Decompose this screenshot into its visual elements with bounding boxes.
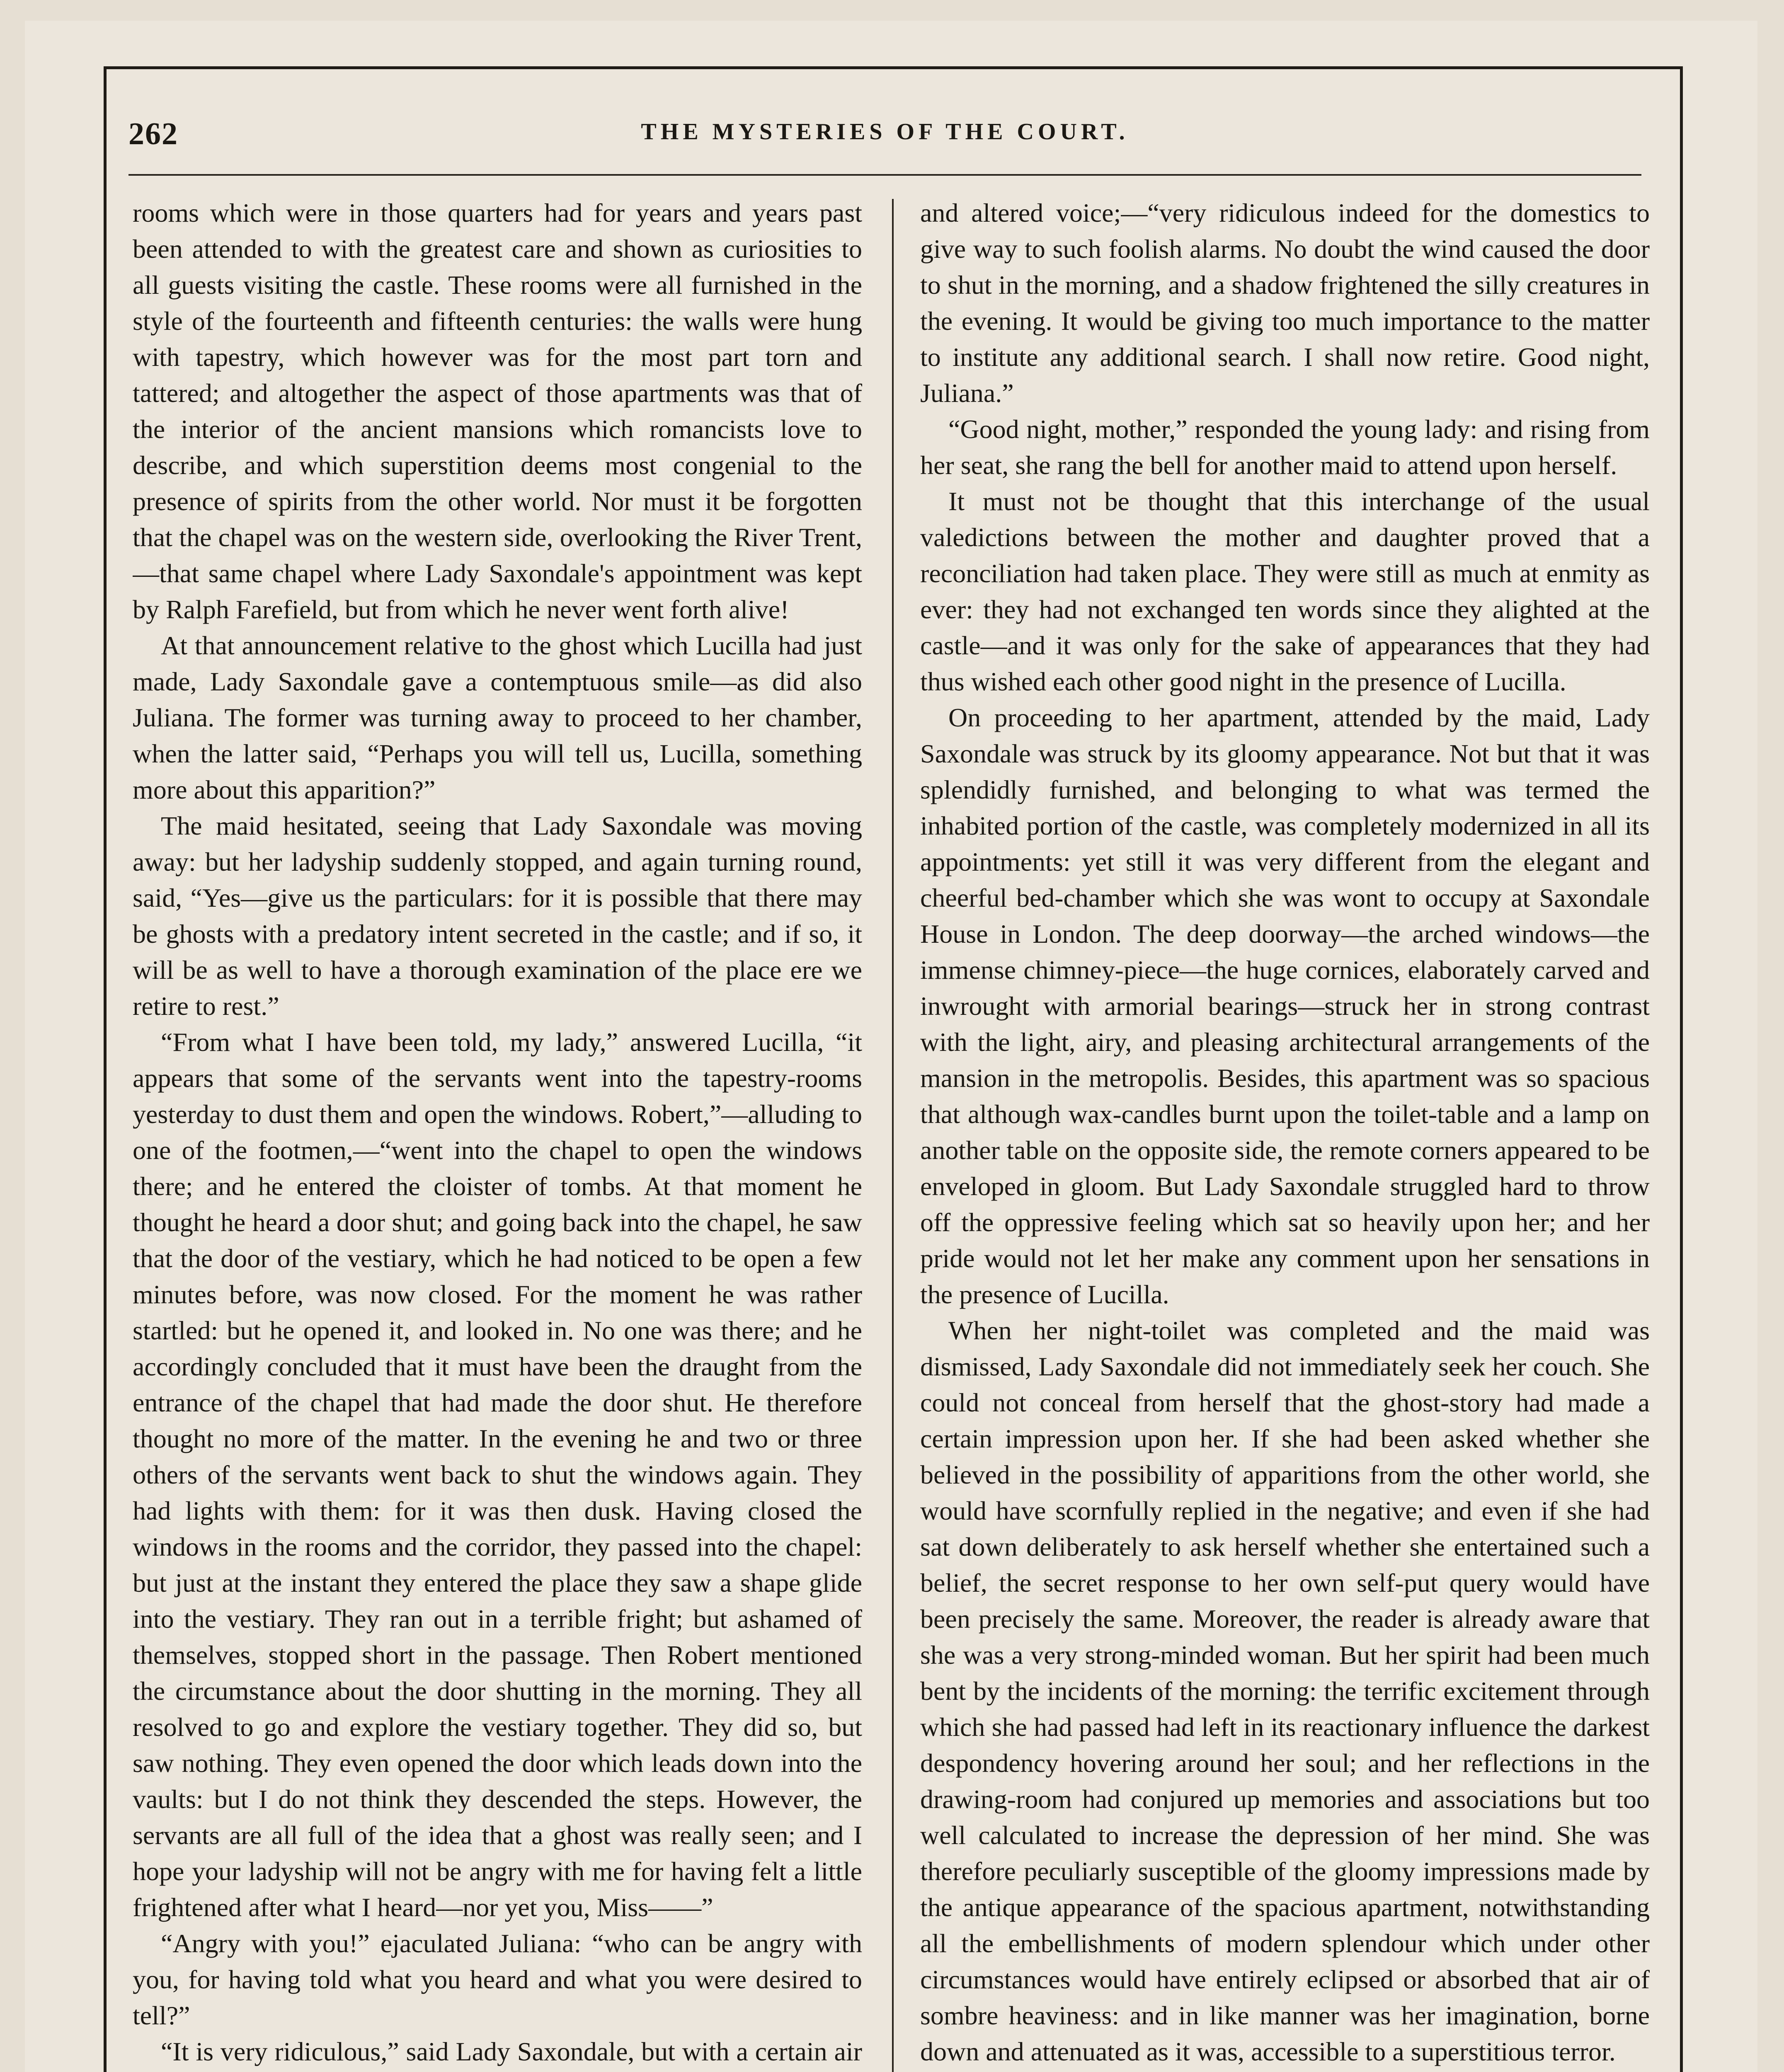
page-number: 262 [128,116,178,151]
paragraph: and altered voice;—“very ridiculous indeed for the domestics to give way to such foolish alarms. No doubt the wind caused the door to shut in the morning, and a shadow frightened the silly creatures in the evening. It would be giving too much importance to the matter to institute any additional search. I shall now retire. Good night, Juliana.” [920,198,1650,408]
left-column [133,195,862,2072]
paragraph: At that announcement relative to the ghost which Lucilla had just made, Lady Saxondale gave a contemptuous smile—as did also Juliana. The former was turning away to proceed to her chamber, when the latter said, “Perhaps you will tell us, Lucilla, something more about this apparition?” [133,631,862,804]
column-divider [892,199,894,2072]
header-rule [128,174,1641,176]
paragraph: rooms which were in those quarters had for years and years past been attended to with the greatest care and shown as curiosities to all guests visiting the castle. These rooms were all furnished in the style of the fourteenth and fifteenth centuries: the walls were hung with tapestry, which however was for the most part torn and tattered; and altogether the aspect of those apartments was that of the interior of the ancient mansions which romancists love to describe, and which superstition deems most congenial to the presence of spirits from the other world. Nor must it be forgotten that the chapel was on the western side, overlooking the River Trent,—that same chapel where Lady Saxondale's appointment was kept by Ralph Farefield, but from which he never went forth alive! [133,198,862,624]
paragraph: The maid hesitated, seeing that Lady Saxondale was moving away: but her ladyship suddenly stopped, and again turning round, said, “Yes—give us the particulars: for it is possible that there may be ghosts with a predatory intent secreted in the castle; and if so, it will be as well to have a thorough examination of the place ere we retire to rest.” [133,811,862,1021]
paragraph: On proceeding to her apartment, attended by the maid, Lady Saxondale was struck by its gloomy appearance. Not but that it was splendidly furnished, and belonging to what was termed the inhabited portion of the castle, was completely modernized in all its appointments: yet still it was very different from the elegant and cheerful bed-chamber which she was wont to occupy at Saxondale House in London. The deep doorway—the arched windows—the immense chimney-piece—the huge cornices, elaborately carved and inwrought with armorial bearings—struck her in strong contrast with the light, airy, and pleasing architectural arrangements of the mansion in the metropolis. Besides, this apartment was so spacious that although wax-candles burnt upon the toilet-table and a lamp on another table on the opposite side, the remote corners appeared to be enveloped in gloom. But Lady Saxondale struggled hard to throw off the oppressive feeling which sat so heavily upon her; and her pride would not let her make any comment upon her sensations in the presence of Lucilla. [920,703,1650,1309]
paragraph: When her night-toilet was completed and the maid was dismissed, Lady Saxondale did not immediately seek her couch. She could not conceal from herself that the ghost-story had made a certain impression upon her. If she had been asked whether she believed in the possibility of apparitions from the other world, she would have scornfully replied in the negative; and even if she had sat down deliberately to ask herself whether she entertained such a belief, the secret response to her own self-put query would have been precisely the same. Moreover, the reader is already aware that she was a very strong-minded woman. But her spirit had been much bent by the incidents of the morning: the terrific excitement through which she had passed had left in its reactionary influence the darkest despondency hovering around her soul; and her reflections in the drawing-room had conjured up memories and associations but too well calculated to increase the depression of her mind. She was therefore peculiarly susceptible of the gloomy impressions made by the antique appearance of the spacious apartment, notwithstanding all the embellishments of modern splendour which under other circumstances would have entirely eclipsed or absorbed that air of sombre heaviness: and in like manner was her imagination, borne down and attenuated as it was, accessible to a superstitious terror. [920,1316,1650,2066]
paragraph: “Good night, mother,” responded the young lady: and rising from her seat, she rang the bell for another maid to attend upon herself. [920,414,1650,480]
paragraph: “It is very ridiculous,” said Lady Saxondale, but with a certain air [161,2037,862,2066]
page-header [128,116,1641,166]
paragraph: It must not be thought that this interchange of the usual valedictions between the mother and daughter proved that a reconciliation had taken place. They were still as much at enmity as ever: they had not exchanged ten words since they alighted at the castle—and it was only for the sake of appearances that they had thus wished each other good night in the presence of Lucilla. [920,487,1650,696]
right-column [920,195,1650,2072]
paragraph: “Angry with you!” ejaculated Juliana: “who can be angry with you, for having told what you heard and what you were desired to tell?” [133,1929,862,2030]
running-title: THE MYSTERIES OF THE COURT. [641,119,1129,145]
paragraph: “From what I have been told, my lady,” answered Lucilla, “it appears that some of the servants went into the tapestry-rooms yesterday to dust them and open the windows. Robert,”—alluding to one of the footmen,—“went into the chapel to open the windows there; and he entered the cloister of tombs. At that moment he thought he heard a door shut; and going back into the chapel, he saw that the door of the vestiary, which he had noticed to be open a few minutes before, was now closed. For the moment he was rather startled: but he opened it, and looked in. No one was there; and he accordingly concluded that it must have been the draught from the entrance of the chapel that had made the door shut. He therefore thought no more of the matter. In the evening he and two or three others of the servants went back to shut the windows again. They had lights with them: for it was then dusk. Having closed the windows in the rooms and the corridor, they passed into the chapel: but just at the instant they entered the place they saw a shape glide into the vestiary. They ran out in a terrible fright; but ashamed of themselves, stopped short in the passage. Then Robert mentioned the circumstance about the door shutting in the morning. They all resolved to go and explore the vestiary together. They did so, but saw nothing. They even opened the door which leads down into the vaults: but I do not think they descended the steps. However, the servants are all full of the idea that a ghost was really seen; and I hope your ladyship will not be angry with me for having felt a little frightened after what I heard—nor yet you, Miss——” [133,1027,862,1922]
